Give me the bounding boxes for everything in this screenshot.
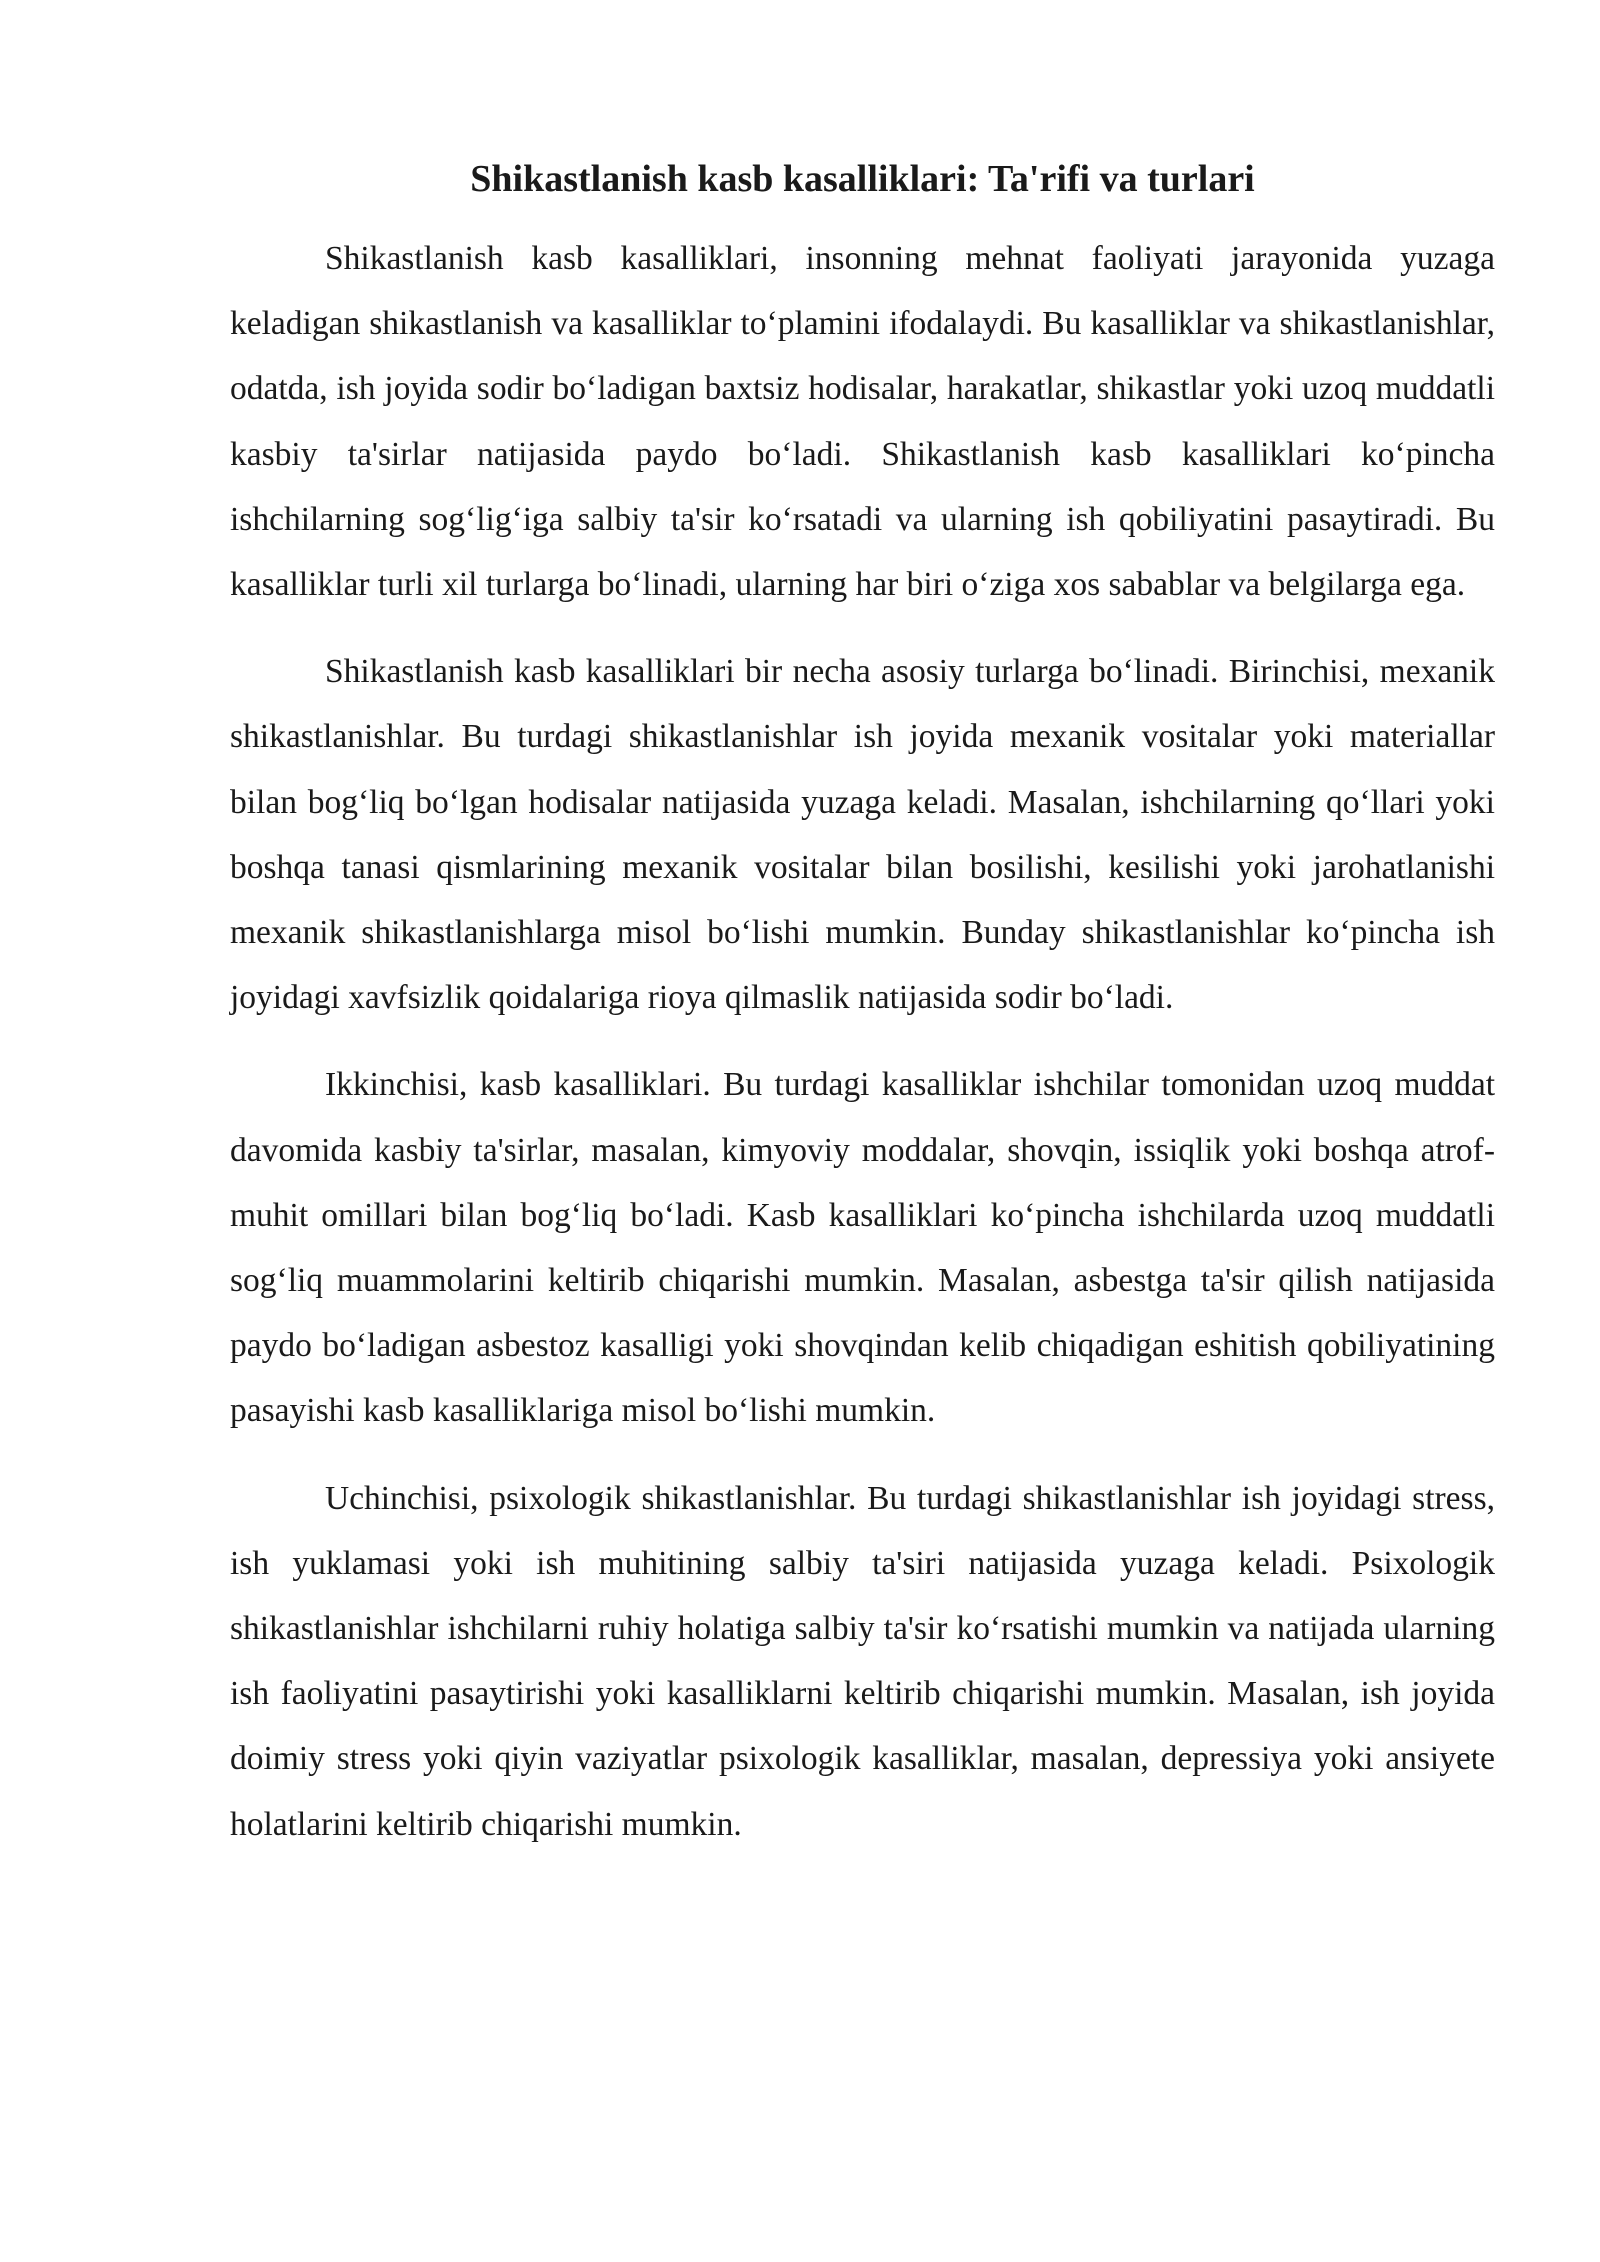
paragraph-3: Ikkinchisi, kasb kasalliklari. Bu turdagi kasalliklar ishchilar tomonidan uzoq muddat davomida kasbiy ta'sirlar, masalan, kimyoviy moddalar, shovqin, issiqlik yoki boshqa atrof-muhit omillari bilan bog‘liq bo‘ladi. Kasb kasalliklari ko‘pincha ishchilarda uzoq muddatli sog‘liq muammolarini keltirib chiqarishi mumkin. Masalan, asbestga ta'sir qilish natijasida paydo bo‘ladigan asbestoz kasalligi yoki shovqindan kelib chiqadigan eshitish qobiliyatining pasayishi kasb kasalliklariga misol bo‘lishi mumkin. [230,1066,1495,1430]
paragraph-4: Uchinchisi, psixologik shikastlanishlar. Bu turdagi shikastlanishlar ish joyidagi stress, ish yuklamasi yoki ish muhitining salbiy ta'siri natijasida yuzaga keladi. Psixologik shikastlanishlar ishchilarni ruhiy holatiga salbiy ta'sir ko‘rsatishi mumkin va natijada ularning ish faoliyatini pasaytirishi yoki kasalliklarni keltirib chiqarishi mumkin. Masalan, ish joyida doimiy stress yoki qiyin vaziyatlar psixologik kasalliklar, masalan, depressiya yoki ansiyete holatlarini keltirib chiqarishi mumkin. [230,1479,1495,1843]
paragraph-1: Shikastlanish kasb kasalliklari, insonning mehnat faoliyati jarayonida yuzaga keladigan shikastlanish va kasalliklar to‘plamini ifodalaydi. Bu kasalliklar va shikastlanishlar, odatda, ish joyida sodir bo‘ladigan baxtsiz hodisalar, harakatlar, shikastlar yoki uzoq muddatli kasbiy ta'sirlar natijasida paydo bo‘ladi. Shikastlanish kasb kasalliklari ko‘pincha ishchilarning sog‘lig‘iga salbiy ta'sir ko‘rsatadi va ularning ish qobiliyatini pasaytiradi. Bu kasalliklar turli xil turlarga bo‘linadi, ularning har biri o‘ziga xos sabablar va belgilarga ega. [230,240,1495,604]
document-title: Shikastlanish kasb kasalliklari: Ta'rifi va turlari [470,158,1255,200]
paragraph-2: Shikastlanish kasb kasalliklari bir necha asosiy turlarga bo‘linadi. Birinchisi, mexanik shikastlanishlar. Bu turdagi shikastlanishlar ish joyida mexanik vositalar yoki materiallar bilan bog‘liq bo‘lgan hodisalar natijasida yuzaga keladi. Masalan, ishchilarning qo‘llari yoki boshqa tanasi qismlarining mexanik vositalar bilan bosilishi, kesilishi yoki jarohatlanishi mexanik shikastlanishlarga misol bo‘lishi mumkin. Bunday shikastlanishlar ko‘pincha ish joyidagi xavfsizlik qoidalariga rioya qilmaslik natijasida sodir bo‘ladi. [230,653,1495,1017]
